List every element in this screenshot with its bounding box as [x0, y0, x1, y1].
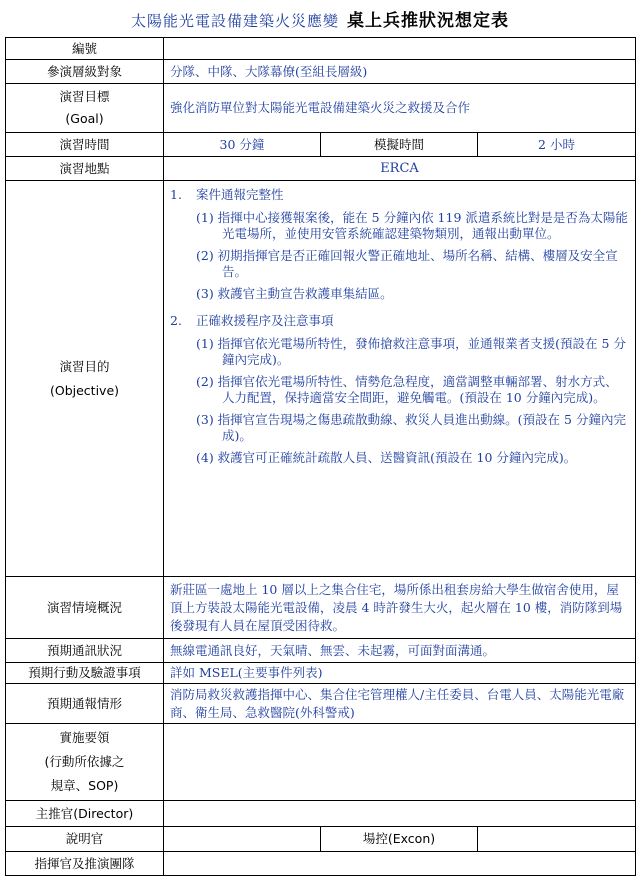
row-time — [6, 133, 636, 157]
row-explainer — [6, 827, 636, 852]
time-label: 演習時間 — [6, 133, 164, 157]
comm-value: 無線電通訊良好，天氣晴、無雲、未起霧，可面對面溝通。 — [164, 639, 636, 663]
row-goal — [6, 84, 636, 133]
row-actions — [6, 663, 636, 684]
scenario-value: 新莊區一處地上 10 層以上之集合住宅，場所係出租套房給大學生做宿舍使用，屋頂上方裝設太陽能光電設備，凌晨 4 時許發生大火，起火層在 10 樓，消防隊到場後發現有人員在屋頂受困待救。 — [164, 577, 636, 639]
row-report — [6, 684, 636, 724]
objective-section-1 — [170, 186, 629, 204]
section-1-item-3: (3) 救護官主動宣告救護車集結區。 — [196, 286, 393, 301]
row-director — [6, 801, 636, 827]
director-label: 主推官(Director) — [6, 801, 164, 827]
actions-label: 預期行動及驗證事項 — [6, 663, 164, 684]
section-2-title: 正確救援程序及注意事項 — [195, 313, 334, 328]
sop-label-line1: 實施要領 — [59, 730, 110, 745]
place-value: ERCA — [164, 157, 636, 181]
objective-label-line2: (Objective) — [49, 382, 120, 398]
row-level — [6, 60, 636, 84]
place-label: 演習地點 — [6, 157, 164, 181]
sop-label — [6, 724, 164, 801]
row-place — [6, 157, 636, 181]
row-team — [6, 852, 636, 876]
section-1-item-1: (1) 指揮中心接獲報案後，能在 5 分鐘內依 119 派遣系統比對是是否為太陽能光電場所，並使用安管系統確認建築物類別，通報出動單位。 — [196, 210, 628, 241]
section-1-title: 案件通報完整性 — [195, 187, 284, 202]
number-label: 編號 — [6, 38, 164, 60]
sop-value — [164, 724, 636, 801]
goal-value: 強化消防單位對太陽能光電設備建築火災之救援及合作 — [164, 84, 636, 133]
objective-label — [6, 181, 164, 577]
excon-label: 場控(Excon) — [321, 827, 478, 852]
sim-time-value: 2 小時 — [478, 133, 636, 157]
report-label: 預期通報情形 — [6, 684, 164, 724]
section-2-item-1: (1) 指揮官依光電場所特性，發佈搶救注意事項，並通報業者支援(預設在 5 分鐘內完成)。 — [196, 336, 626, 367]
actions-value: 詳如 MSEL(主要事件列表) — [164, 663, 636, 684]
time-value: 30 分鐘 — [164, 133, 321, 157]
row-objective — [6, 181, 636, 577]
goal-label-line1: 演習目標 — [59, 89, 110, 104]
section-2-number: 2. — [170, 313, 182, 328]
comm-label: 預期通訊狀況 — [6, 639, 164, 663]
section-2-item-2: (2) 指揮官依光電場所特性、情勢危急程度，適當調整車輛部署、射水方式、人力配置，保持適當安全間距，避免觸電。(預設在 10 分鐘內完成)。 — [196, 374, 618, 405]
section-1-item-2: (2) 初期指揮官是否正確回報火警正確地址、場所名稱、結構、樓層及安全宣告。 — [196, 248, 618, 279]
objective-value — [164, 181, 636, 577]
title-part2: 桌上兵推狀況想定表 — [347, 11, 509, 31]
goal-label — [6, 84, 164, 133]
report-value: 消防局救災救護指揮中心、集合住宅管理權人/主任委員、台電人員、太陽能光電廠商、衛生局、急救醫院(外科警戒) — [164, 684, 636, 724]
level-label: 參演層級對象 — [6, 60, 164, 84]
director-value — [164, 801, 636, 827]
number-value — [164, 38, 636, 60]
sim-time-label: 模擬時間 — [321, 133, 478, 157]
row-number — [6, 38, 636, 60]
goal-label-line2: (Goal) — [65, 111, 104, 126]
page-title — [0, 6, 640, 31]
team-value — [164, 852, 636, 876]
sop-label-line2: (行動所依據之 — [44, 754, 125, 769]
section-2-item-4: (4) 救護官可正確統計疏散人員、送醫資訊(預設在 10 分鐘內完成)。 — [196, 450, 577, 465]
excon-value — [478, 827, 636, 852]
sop-label-line3: 規章、SOP) — [50, 778, 119, 793]
objective-section-2 — [170, 312, 629, 330]
section-1-number: 1. — [170, 187, 182, 202]
explainer-label: 說明官 — [6, 827, 164, 852]
row-sop — [6, 724, 636, 801]
scenario-table — [5, 37, 636, 876]
explainer-value — [164, 827, 321, 852]
row-comm — [6, 639, 636, 663]
objective-label-line1: 演習目的 — [59, 358, 110, 374]
scenario-label: 演習情境概況 — [6, 577, 164, 639]
team-label: 指揮官及推演團隊 — [6, 852, 164, 876]
title-part1: 太陽能光電設備建築火災應變 — [130, 12, 339, 30]
section-2-item-3: (3) 指揮官宣告現場之傷患疏散動線、救災人員進出動線。(預設在 5 分鐘內完成)。 — [196, 412, 626, 443]
level-value: 分隊、中隊、大隊幕僚(至組長層級) — [164, 60, 636, 84]
row-scenario — [6, 577, 636, 639]
